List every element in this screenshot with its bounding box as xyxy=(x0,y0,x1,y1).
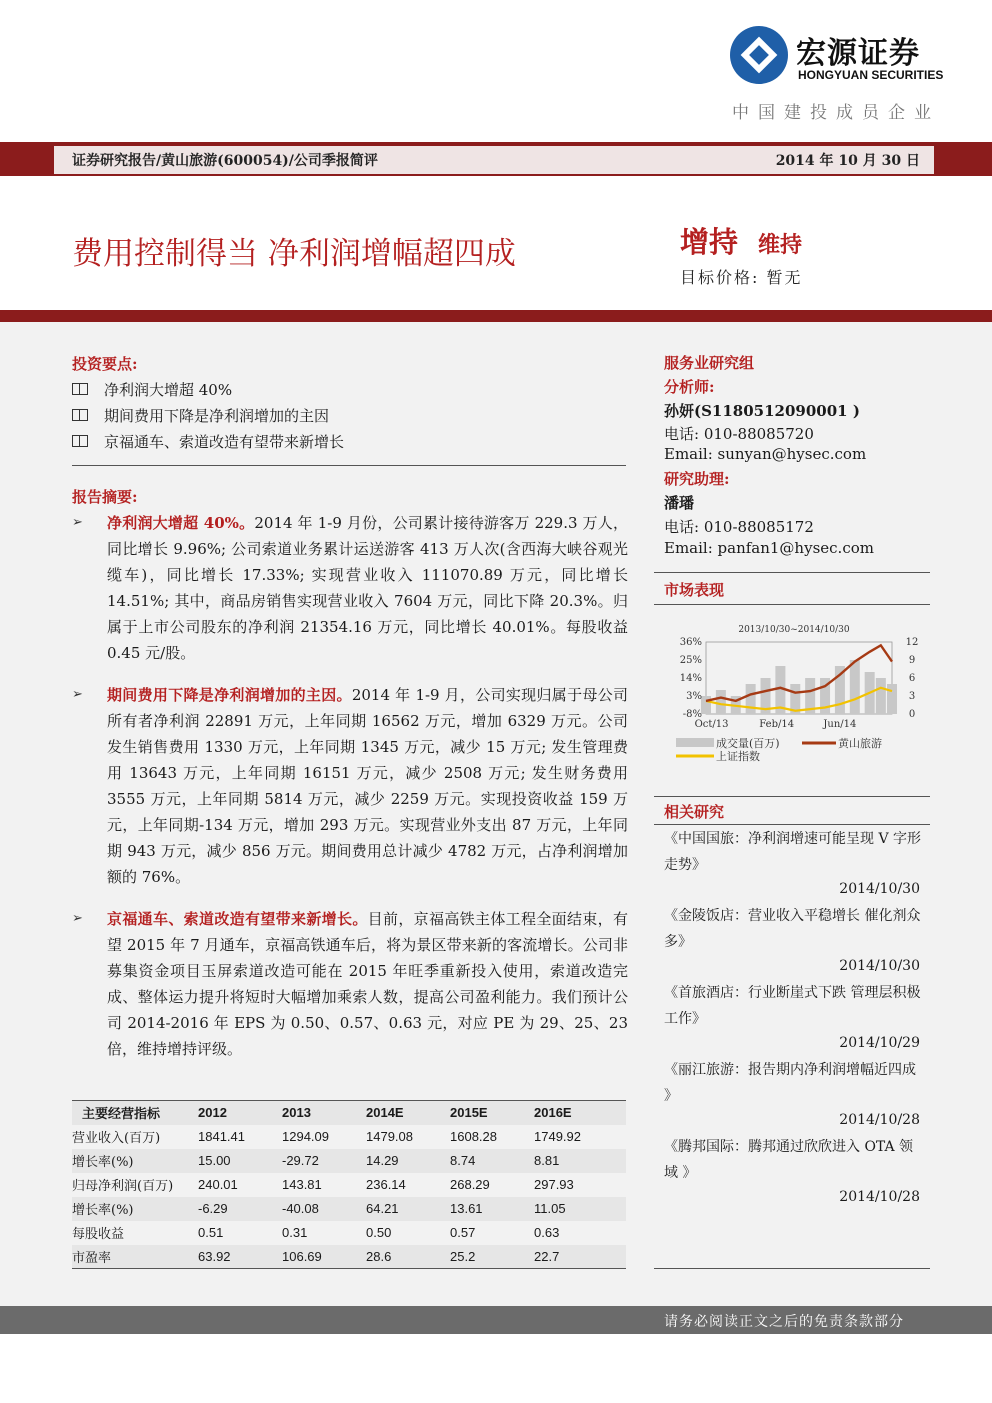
x-axis-tick-label: Oct/13 xyxy=(694,719,729,730)
disclaimer-text: 请务必阅读正文之后的免责条款部分 xyxy=(664,1314,904,1330)
chart-title: 2013/10/30~2014/10/30 xyxy=(738,625,850,635)
book-icon xyxy=(72,435,88,447)
section-divider xyxy=(72,465,626,466)
assistant-label: 研究助理: xyxy=(664,470,730,488)
logo-name-en: HONGYUAN SECURITIES xyxy=(798,68,944,82)
table-cell: 1479.08 xyxy=(366,1129,413,1144)
table-cell: 8.81 xyxy=(530,1149,626,1173)
table-cell: -6.29 xyxy=(194,1197,278,1221)
table-header-row xyxy=(72,1101,626,1125)
related-report-title[interactable]: 《首旅酒店：行业断崖式下跌 管理层积极工作》 xyxy=(664,985,921,1027)
x-axis-tick-label: Jun/14 xyxy=(823,719,857,730)
table-cell: 增长率(%) xyxy=(72,1149,194,1173)
table-cell: 1749.92 xyxy=(534,1129,581,1144)
y-axis-tick-label: 14% xyxy=(679,673,702,684)
related-report-date: 2014/10/30 xyxy=(839,958,920,974)
legend-label: 黄山旅游 xyxy=(838,737,882,750)
breadcrumb: 证券研究报告/黄山旅游(600054)/公司季报简评 xyxy=(72,153,378,169)
section-divider xyxy=(654,572,930,573)
report-header-bar xyxy=(0,142,992,178)
table-row xyxy=(72,1149,626,1173)
table-cell: 1608.28 xyxy=(450,1129,497,1144)
analyst-phone: 电话: 010-88085720 xyxy=(664,425,814,443)
company-logo xyxy=(730,22,970,122)
paragraph-text: 目前，京福高铁主体工程全面结束，有望 2015 年 7 月通车，京福高铁通车后，将为景区带来新的客流增长。公司非募集资金项目玉屏索道改造可能在 2015 年旺季重新投入使用，索道改造完成、整体运力提升将短时大幅增加乘索人数，提高公司盈利能力。我们预计公司 2014-2016 年 EPS 为 0.50、0.57、0.63 元，对应 PE 为 29、25、23 倍，维持增持评级。 xyxy=(107,910,628,1058)
table-cell: -29.72 xyxy=(278,1149,362,1173)
table-cell: 1294.09 xyxy=(282,1129,329,1144)
table-cell: 0.63 xyxy=(534,1225,560,1240)
table-cell: 64.21 xyxy=(362,1197,446,1221)
y2-axis-tick-label: 12 xyxy=(905,637,919,648)
paragraph-highlight: 京福通车、索道改造有望带来新增长。 xyxy=(107,910,368,928)
market-heading: 市场表现 xyxy=(664,581,725,599)
table-cell: -40.08 xyxy=(278,1197,362,1221)
target-price: 目标价格: 暂无 xyxy=(680,268,803,287)
paragraph-text: 2014 年 1-9 月份，公司累计接待游客万 229.3 万人，同比增长 9.96%; 公司索道业务累计运送游客 413 万人次(含西海大峡谷观光缆车)，同比增长 17.33%; 实现营业收入 111070.89 万元，同比增长 14.51%; 其中，商品房销售实现营业收入 7604 万元，同比下降 20.3%。归属于上市公司股东的净利润 21354.16 万元，同比增长 40.01%。每股收益 0.45 元/股。 xyxy=(107,514,628,662)
volume-bar xyxy=(716,690,726,714)
y2-axis-tick-label: 3 xyxy=(908,691,916,702)
paragraph-text: 2014 年 1-9 月，公司实现归属于母公司所有者净利润 22891 万元，上年同期 16562 万元，增加 6329 万元。公司发生销售费用 1330 万元，上年同期 1345 万元，减少 15 万元; 发生管理费用 13643 万元，上年同期 16151 万元，减少 2508 万元; 发生财务费用 3555 万元，上年同期 5814 万元，减少 2259 万元。实现投资收益 159 万元，上年同期-134 万元，增加 293 万元。实现营业外支出 87 万元，上年同期 943 万元，减少 856 万元。期间费用总计减少 4782 万元，占净利润增加额的 76%。 xyxy=(107,686,628,886)
table-cell: 236.14 xyxy=(366,1177,406,1192)
table-header-cell: 2013 xyxy=(278,1101,362,1125)
related-report-title[interactable]: 《中国国旅：净利润增速可能呈现 V 字形走势》 xyxy=(664,831,922,873)
y-axis-tick-label: 36% xyxy=(679,637,702,648)
list-item: 净利润大增超 40% xyxy=(72,376,344,402)
paragraph-highlight: 期间费用下降是净利润增加的主因。 xyxy=(107,686,352,704)
section-divider xyxy=(654,824,930,825)
table-cell: 143.81 xyxy=(282,1177,322,1192)
table-header-cell: 2014E xyxy=(362,1101,446,1125)
y-axis-tick-label: 25% xyxy=(679,655,702,666)
volume-bar xyxy=(850,660,860,714)
logo-subtitle: 中国建投成员企业 xyxy=(732,103,940,123)
table-cell: 15.00 xyxy=(194,1149,278,1173)
table-row xyxy=(72,1197,626,1221)
summary-paragraph-1 xyxy=(72,510,628,666)
report-date: 2014 年 10 月 30 日 xyxy=(775,153,920,169)
table-cell: 每股收益 xyxy=(72,1227,125,1242)
table-cell: 63.92 xyxy=(194,1245,278,1269)
research-group: 服务业研究组 xyxy=(664,354,755,372)
section-divider xyxy=(654,796,930,797)
table-header-cell: 主要经营指标 xyxy=(72,1101,194,1125)
book-icon xyxy=(72,383,88,395)
table-cell: 市盈率 xyxy=(72,1245,194,1269)
arrow-bullet-icon: ➢ xyxy=(72,515,83,530)
title-divider-band xyxy=(0,310,992,322)
assistant-name: 潘璠 xyxy=(664,494,695,512)
table-row xyxy=(72,1245,626,1269)
y2-axis-tick-label: 6 xyxy=(908,673,916,684)
rating-value: 增持 xyxy=(680,225,739,259)
related-report-title[interactable]: 《金陵饭店：营业收入平稳增长 催化剂众多》 xyxy=(664,908,921,950)
legend-label: 成交量(百万) xyxy=(716,737,780,750)
table-cell: 22.7 xyxy=(530,1245,626,1269)
table-cell: 0.50 xyxy=(366,1225,392,1240)
logo-emblem-icon xyxy=(730,26,788,84)
table-cell: 268.29 xyxy=(450,1177,490,1192)
logo-name-cn: 宏源证券 xyxy=(796,36,920,71)
table-header-cell: 2012 xyxy=(194,1101,278,1125)
arrow-bullet-icon: ➢ xyxy=(72,687,83,702)
rating-action: 维持 xyxy=(758,233,803,258)
table-cell: 0.57 xyxy=(450,1225,476,1240)
y2-axis-tick-label: 9 xyxy=(908,655,916,666)
table-header-cell: 2015E xyxy=(446,1101,530,1125)
x-axis-tick-label: Feb/14 xyxy=(759,719,795,730)
analyst-label: 分析师: xyxy=(664,378,715,396)
table-cell: 营业收入(百万) xyxy=(72,1131,161,1146)
y-axis-tick-label: -8% xyxy=(682,709,702,720)
related-report-title[interactable]: 《腾邦国际：腾邦通过欣欣进入 OTA 领域 》 xyxy=(664,1139,914,1181)
summary-paragraph-2 xyxy=(72,682,628,890)
related-research-heading: 相关研究 xyxy=(664,803,725,821)
table-cell: 8.74 xyxy=(446,1149,530,1173)
series-line xyxy=(706,645,892,701)
table-cell: 240.01 xyxy=(198,1177,238,1192)
table-cell: 1841.41 xyxy=(198,1129,245,1144)
y-axis-tick-label: 3% xyxy=(686,691,702,702)
section-divider xyxy=(654,604,930,605)
summary-paragraph-3 xyxy=(72,906,628,1062)
list-item: 京福通车、索道改造有望带来新增长 xyxy=(72,428,344,454)
table-cell: 增长率(%) xyxy=(72,1197,194,1221)
table-cell: 归母净利润(百万) xyxy=(72,1179,174,1194)
table-cell: 14.29 xyxy=(362,1149,446,1173)
arrow-bullet-icon: ➢ xyxy=(72,911,83,926)
legend-label: 上证指数 xyxy=(716,750,760,763)
analyst-email: Email: sunyan@hysec.com xyxy=(664,445,867,463)
financial-indicators-table xyxy=(72,1100,626,1269)
summary-heading: 报告摘要: xyxy=(72,488,138,506)
table-row xyxy=(72,1221,626,1245)
table-cell: 13.61 xyxy=(446,1197,530,1221)
table-cell: 25.2 xyxy=(446,1245,530,1269)
legend-swatch xyxy=(676,738,714,747)
paragraph-highlight: 净利润大增超 40%。 xyxy=(107,514,255,532)
related-report-date: 2014/10/28 xyxy=(839,1112,920,1128)
related-report-date: 2014/10/28 xyxy=(839,1189,920,1205)
table-row xyxy=(72,1173,626,1197)
book-icon xyxy=(72,409,88,421)
table-cell: 11.05 xyxy=(530,1197,626,1221)
related-report-date: 2014/10/30 xyxy=(839,881,920,897)
volume-bar xyxy=(746,684,756,714)
section-divider xyxy=(654,1268,930,1269)
related-report-title[interactable]: 《丽江旅游：报告期内净利润增幅近四成 》 xyxy=(664,1062,916,1104)
key-points-list xyxy=(72,376,344,454)
volume-bar xyxy=(701,696,711,714)
y2-axis-tick-label: 0 xyxy=(908,709,916,720)
page-title: 费用控制得当 净利润增幅超四成 xyxy=(72,236,516,272)
footer-bar xyxy=(0,1306,992,1334)
assistant-email: Email: panfan1@hysec.com xyxy=(664,539,874,557)
volume-bar xyxy=(887,684,897,714)
table-cell: 297.93 xyxy=(534,1177,574,1192)
market-performance-chart xyxy=(654,612,930,772)
table-header-cell: 2016E xyxy=(530,1101,626,1125)
table-cell: 28.6 xyxy=(362,1245,446,1269)
assistant-phone: 电话: 010-88085172 xyxy=(664,518,814,536)
table-cell: 0.31 xyxy=(282,1225,308,1240)
list-item: 期间费用下降是净利润增加的主因 xyxy=(72,402,344,428)
table-cell: 106.69 xyxy=(278,1245,362,1269)
table-cell: 0.51 xyxy=(198,1225,224,1240)
volume-bar xyxy=(876,678,886,714)
analyst-name: 孙妍(S1180512090001 ) xyxy=(664,402,860,420)
rating-block xyxy=(680,220,802,261)
table-row xyxy=(72,1125,626,1149)
key-points-heading: 投资要点: xyxy=(72,355,138,373)
related-report-date: 2014/10/29 xyxy=(839,1035,920,1051)
